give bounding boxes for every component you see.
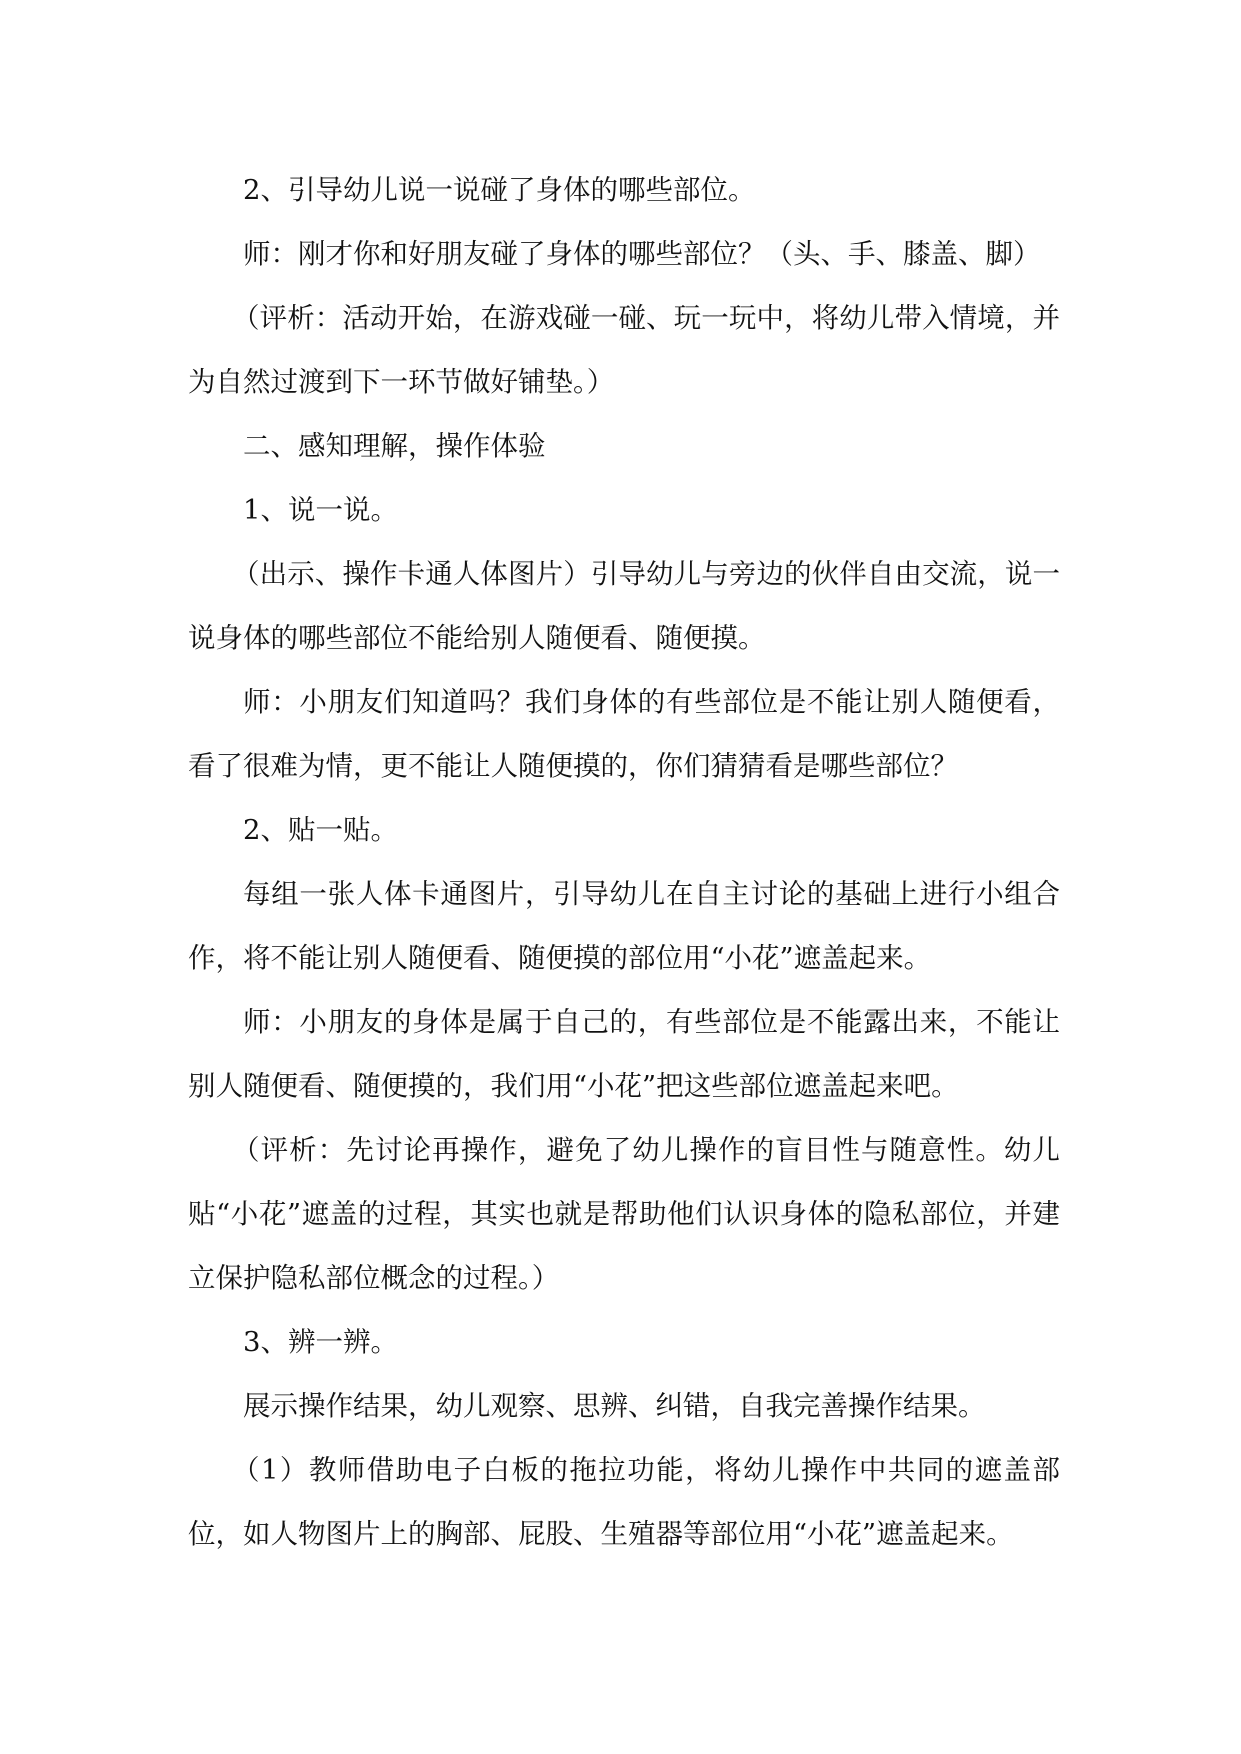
analysis-note: （评析：活动开始，在游戏碰一碰、玩一玩中，将幼儿带入情境，并为自然过渡到下一环节做好铺垫。）	[188, 302, 1060, 398]
body-paragraph: （出示、操作卡通人体图片）引导幼儿与旁边的伙伴自由交流，说一说身体的哪些部位不能给别人随便看、随便摸。	[188, 558, 1060, 654]
section-step-heading: 2、引导幼儿说一说碰了身体的哪些部位。	[243, 174, 756, 206]
body-paragraph: 展示操作结果，幼儿观察、思辨、纠错，自我完善操作结果。	[243, 1390, 986, 1422]
section-step-heading: 1、说一说。	[243, 494, 398, 526]
teacher-question: 师：小朋友们知道吗？我们身体的有些部位是不能让别人随便看，看了很难为情，更不能让人随便摸的，你们猜猜看是哪些部位？	[188, 686, 1060, 782]
body-paragraph: （1）教师借助电子白板的拖拉功能，将幼儿操作中共同的遮盖部位，如人物图片上的胸部、屁股、生殖器等部位用“小花”遮盖起来。	[188, 1454, 1060, 1550]
teacher-question: 师：小朋友的身体是属于自己的，有些部位是不能露出来，不能让别人随便看、随便摸的，我们用“小花”把这些部位遮盖起来吧。	[188, 1006, 1060, 1102]
document-body	[188, 158, 1060, 1566]
body-paragraph: 每组一张人体卡通图片，引导幼儿在自主讨论的基础上进行小组合作，将不能让别人随便看、随便摸的部位用“小花”遮盖起来。	[188, 878, 1060, 974]
section-step-heading: 2、贴一贴。	[243, 814, 398, 846]
analysis-note: （评析：先讨论再操作，避免了幼儿操作的盲目性与随意性。幼儿贴“小花”遮盖的过程，其实也就是帮助他们认识身体的隐私部位，并建立保护隐私部位概念的过程。）	[188, 1134, 1060, 1294]
section-step-heading: 3、辨一辨。	[243, 1326, 398, 1358]
section-heading: 二、感知理解，操作体验	[243, 430, 546, 462]
teacher-question: 师：刚才你和好朋友碰了身体的哪些部位？（头、手、膝盖、脚）	[243, 238, 1041, 270]
